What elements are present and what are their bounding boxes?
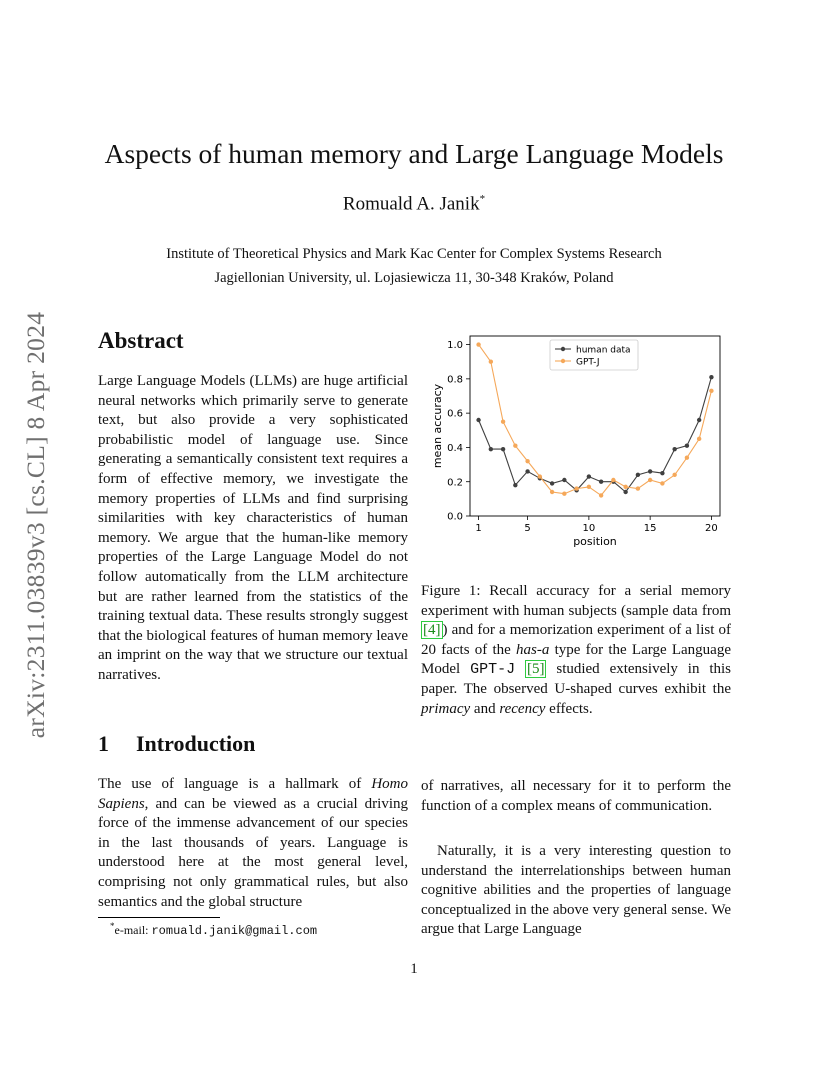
paper-title: Aspects of human memory and Large Language Models — [104, 138, 724, 169]
data-point — [623, 490, 627, 494]
section-number: 1 — [98, 731, 109, 756]
data-point — [636, 486, 640, 490]
data-point — [550, 481, 554, 485]
x-axis-label: position — [573, 535, 617, 548]
y-axis — [447, 340, 470, 522]
x-axis — [475, 516, 717, 534]
data-point — [599, 493, 603, 497]
data-point — [525, 459, 529, 463]
caption-text: studied extensively in this paper. The observed U-shaped curves exhibit the — [421, 661, 732, 697]
data-point — [648, 478, 652, 482]
data-point — [623, 485, 627, 489]
data-point — [489, 360, 493, 364]
section-title: Introduction — [136, 731, 256, 756]
x-tick-label: 15 — [643, 523, 657, 534]
affiliation-line-2: Jagiellonian University, ul. Lojasiewicza 11, 30-348 Kraków, Poland — [214, 270, 614, 286]
x-tick-label: 10 — [582, 523, 596, 534]
caption-italic: primacy — [421, 700, 471, 717]
data-point — [587, 474, 591, 478]
data-point — [574, 486, 578, 490]
caption-text: ) and for a memorization experiment of a list of 20 facts of the — [421, 622, 731, 658]
affiliation-line-1: Institute of Theoretical Physics and Mark Kac Center for Complex Systems Research — [166, 246, 662, 262]
data-point — [709, 389, 713, 393]
y-tick-label: 0.4 — [447, 443, 463, 455]
data-point — [562, 492, 566, 496]
caption-italic: has-a — [516, 641, 550, 658]
intro-paragraph-2: Naturally, it is a very interesting question to understand the interrelationships between human cognitive abilities and the properties of language conceptualized in the above very general sense. We argue that Large Language — [421, 843, 731, 938]
data-point — [685, 456, 689, 460]
data-point — [501, 447, 505, 451]
chart-legend — [550, 340, 638, 370]
caption-text: and — [470, 700, 500, 717]
data-point — [550, 490, 554, 494]
figure-caption — [421, 582, 731, 719]
caption-text: effects. — [545, 700, 593, 717]
footnote-label: e-mail: — [114, 923, 152, 937]
data-point — [697, 418, 701, 422]
caption-italic: recency — [499, 700, 546, 717]
legend-swatch-marker — [561, 359, 565, 363]
data-point — [697, 437, 701, 441]
data-point — [476, 418, 480, 422]
arxiv-identifier: arXiv:2311.03839v3 [cs.CL] 8 Apr 2024 — [21, 311, 50, 739]
x-tick-label: 5 — [524, 523, 531, 534]
data-point — [587, 485, 591, 489]
page-number: 1 — [410, 961, 418, 977]
data-point — [599, 480, 603, 484]
intro-italic: Homo Sapiens — [98, 776, 408, 812]
author-footnote-mark: * — [479, 193, 486, 205]
footnote-email: romuald.janik@gmail.com — [151, 924, 318, 938]
data-point — [538, 474, 542, 478]
data-point — [672, 473, 676, 477]
author-name: Romuald A. Janik — [342, 193, 480, 215]
legend-swatch-marker — [561, 347, 565, 351]
caption-text: Figure 1: Recall accuracy for a serial memory experiment with human subjects (sample data from — [421, 583, 731, 619]
footnote-mark: * — [110, 921, 115, 931]
data-point — [525, 469, 529, 473]
data-point — [513, 483, 517, 487]
series-human-data — [476, 375, 713, 494]
data-point — [476, 342, 480, 346]
intro-paragraph-1 — [98, 775, 408, 912]
data-point — [709, 375, 713, 379]
data-point — [611, 478, 615, 482]
caption-text: type for the Large Language Model — [421, 641, 731, 678]
data-point — [513, 444, 517, 448]
y-tick-label: 0.8 — [447, 374, 463, 386]
y-tick-label: 1.0 — [447, 340, 463, 352]
citation-link-4[interactable]: [4] — [423, 622, 441, 639]
legend-entry: human data — [576, 345, 631, 356]
abstract-text: Large Language Models (LLMs) are huge artificial neural networks which primarily serve to generate text, but also provide a very sophisticated probabilistic model of language use. Since generating a semantically consistent text requires a form of effective memory, we investigate the memory properties of LLMs and find surprising similarities with key characteristics of human memory. We argue that the human-like memory properties of the Large Language Model do not follow automatically from the LLM architecture but are rather learned from the statistics of the training textual data. These results strongly suggest that the biological features of human memory leave an imprint on the way that we structure our textual narratives. — [98, 373, 408, 683]
abstract-heading: Abstract — [98, 328, 184, 353]
legend-entry: GPT-J — [576, 357, 600, 368]
data-point — [501, 420, 505, 424]
intro-text: , and can be viewed as a crucial driving force of the immense advancement of our species in the last thousands of years. Language is understood here at the most general level, comprising not only grammatical rules, but also semantics and the global structure — [98, 795, 408, 910]
y-tick-label: 0.6 — [447, 408, 463, 420]
y-tick-label: 0.2 — [447, 477, 463, 489]
y-axis-label: mean accuracy — [431, 383, 444, 469]
footnote-divider — [98, 917, 220, 918]
model-name: GPT-J — [470, 661, 516, 679]
intro-paragraph-1-continued: of narratives, all necessary for it to perform the function of a complex means of communication. — [421, 778, 731, 814]
section-heading-introduction — [98, 731, 255, 757]
data-point — [672, 447, 676, 451]
data-point — [660, 471, 664, 475]
recall-accuracy-chart — [420, 330, 736, 550]
data-point — [636, 473, 640, 477]
data-point — [648, 469, 652, 473]
data-point — [562, 478, 566, 482]
footnote — [110, 921, 317, 938]
data-point — [685, 444, 689, 448]
x-tick-label: 1 — [475, 523, 482, 534]
intro-text: The use of language is a hallmark of — [98, 776, 372, 792]
x-tick-label: 20 — [705, 523, 718, 534]
paper-author — [0, 193, 828, 215]
y-tick-label: 0.0 — [447, 511, 463, 523]
data-point — [660, 481, 664, 485]
data-point — [489, 447, 493, 451]
citation-link-5[interactable]: [5] — [526, 661, 545, 678]
